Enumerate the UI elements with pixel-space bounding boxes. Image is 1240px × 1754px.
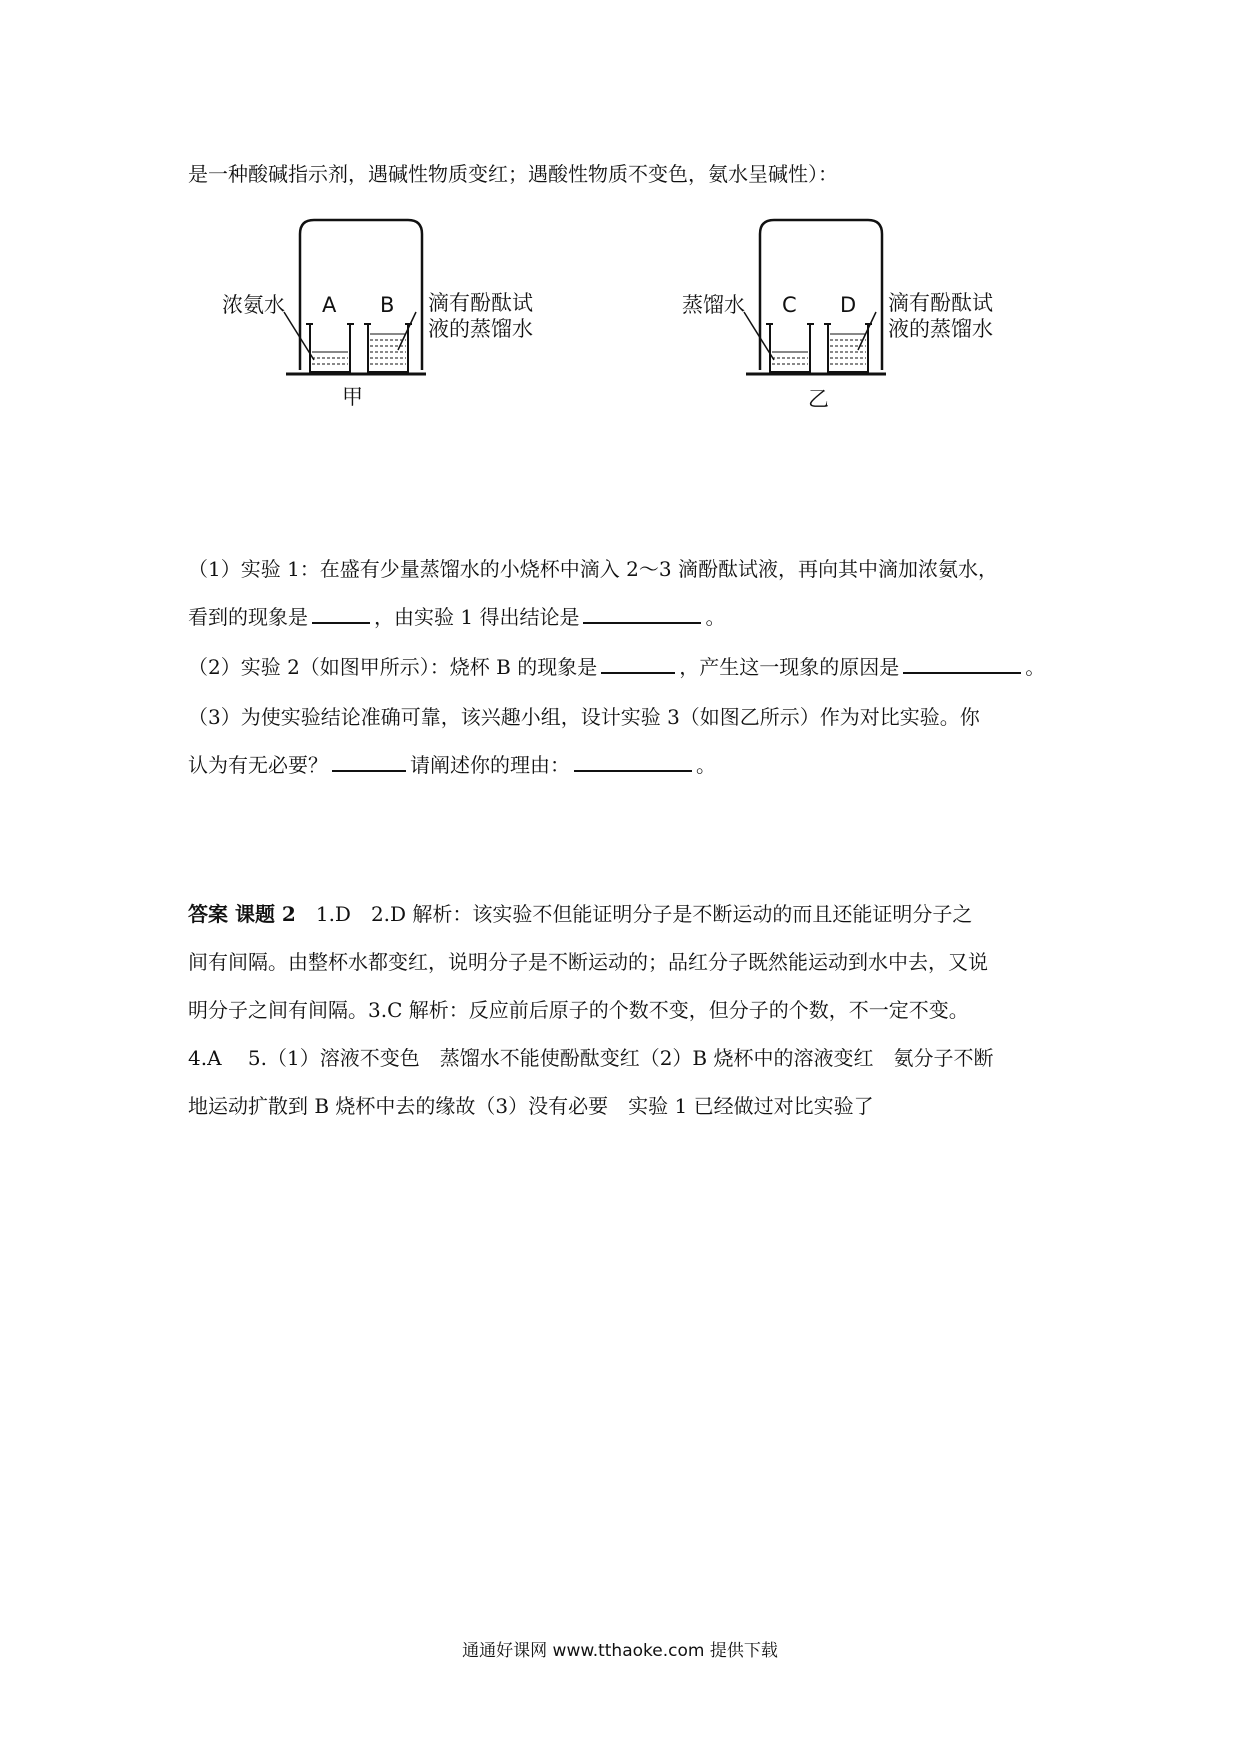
q1-text-a: 看到的现象是 (188, 605, 308, 629)
q2-text-b: ，产生这一现象的原因是 (679, 655, 900, 679)
q3-text-a: 认为有无必要？ (188, 753, 328, 777)
answers-line-1-text: 1.D 2.D 解析：该实验不但能证明分子是不断运动的而且还能证明分子之 (295, 902, 973, 926)
intro-text: 是一种酸碱指示剂，遇碱性物质变红；遇酸性物质不变色，氨水呈碱性）： (188, 162, 838, 186)
question-1-line-1: （1）实验 1：在盛有少量蒸馏水的小烧杯中滴入 2～3 滴酚酞试液，再向其中滴加浓氨水， (188, 557, 998, 581)
caption-jia: 甲 (342, 385, 363, 409)
figure-jia (222, 220, 533, 409)
answers-line-4: 4.A 5.（1）溶液不变色 蒸馏水不能使酚酞变红（2）B 烧杯中的溶液变红 氨分子不断 (188, 1046, 994, 1070)
answers-line-2: 间有间隔。由整杯水都变红，说明分子是不断运动的；品红分子既然能运动到水中去，又说 (188, 950, 988, 974)
label-phenol-water-2: 液的蒸馏水 (428, 317, 533, 341)
beaker-c (770, 324, 810, 372)
q2-text-a: （2）实验 2（如图甲所示）：烧杯 B 的现象是 (188, 655, 598, 679)
answer-blank-5[interactable] (332, 750, 406, 772)
answer-blank-1[interactable] (312, 602, 370, 624)
label-distilled-water: 蒸馏水 (682, 293, 745, 317)
answer-blank-4[interactable] (903, 652, 1021, 674)
answers-line-3: 明分子之间有间隔。3.C 解析：反应前后原子的个数不变，但分子的个数，不一定不变。 (188, 998, 969, 1022)
q2-text-c: 。 (1025, 655, 1046, 679)
bell-jar-left (300, 220, 422, 370)
label-c: C (782, 293, 797, 317)
label-b: B (380, 293, 395, 317)
beaker-b (368, 324, 408, 372)
answer-blank-6[interactable] (574, 750, 692, 772)
label-phenol-water-1: 滴有酚酞试 (428, 291, 533, 315)
answers-line-1 (188, 900, 972, 928)
q3-text-c: 。 (696, 753, 716, 777)
label-d: D (840, 293, 857, 317)
answer-blank-2[interactable] (583, 602, 701, 624)
q3-text-b: 请阐述你的理由： (410, 753, 570, 777)
answers-line-5: 地运动扩散到 B 烧杯中去的缘故（3）没有必要 实验 1 已经做过对比实验了 (188, 1094, 874, 1118)
answers-heading: 答案 课题 2 (188, 902, 296, 926)
beaker-a (310, 324, 350, 372)
question-3-line-2 (188, 750, 716, 779)
bell-jar-right (760, 220, 882, 370)
question-3-line-1: （3）为使实验结论准确可靠，该兴趣小组，设计实验 3（如图乙所示）作为对比实验。你 (188, 705, 980, 729)
beaker-d (828, 324, 868, 372)
label-phenol-water-4: 液的蒸馏水 (888, 317, 993, 341)
footer-download-note: 通通好课网 www.tthaoke.com 提供下载 (462, 1641, 778, 1661)
question-1-line-2 (188, 602, 725, 631)
label-ammonia: 浓氨水 (222, 293, 285, 317)
caption-yi: 乙 (808, 387, 829, 411)
q1-text-b: ，由实验 1 得出结论是 (374, 605, 580, 629)
label-a: A (322, 293, 337, 317)
experiment-figure (0, 200, 1240, 460)
q1-text-c: 。 (705, 605, 726, 629)
question-2 (188, 652, 1045, 681)
answer-blank-3[interactable] (601, 652, 675, 674)
label-phenol-water-3: 滴有酚酞试 (888, 291, 993, 315)
figure-yi (682, 220, 993, 411)
